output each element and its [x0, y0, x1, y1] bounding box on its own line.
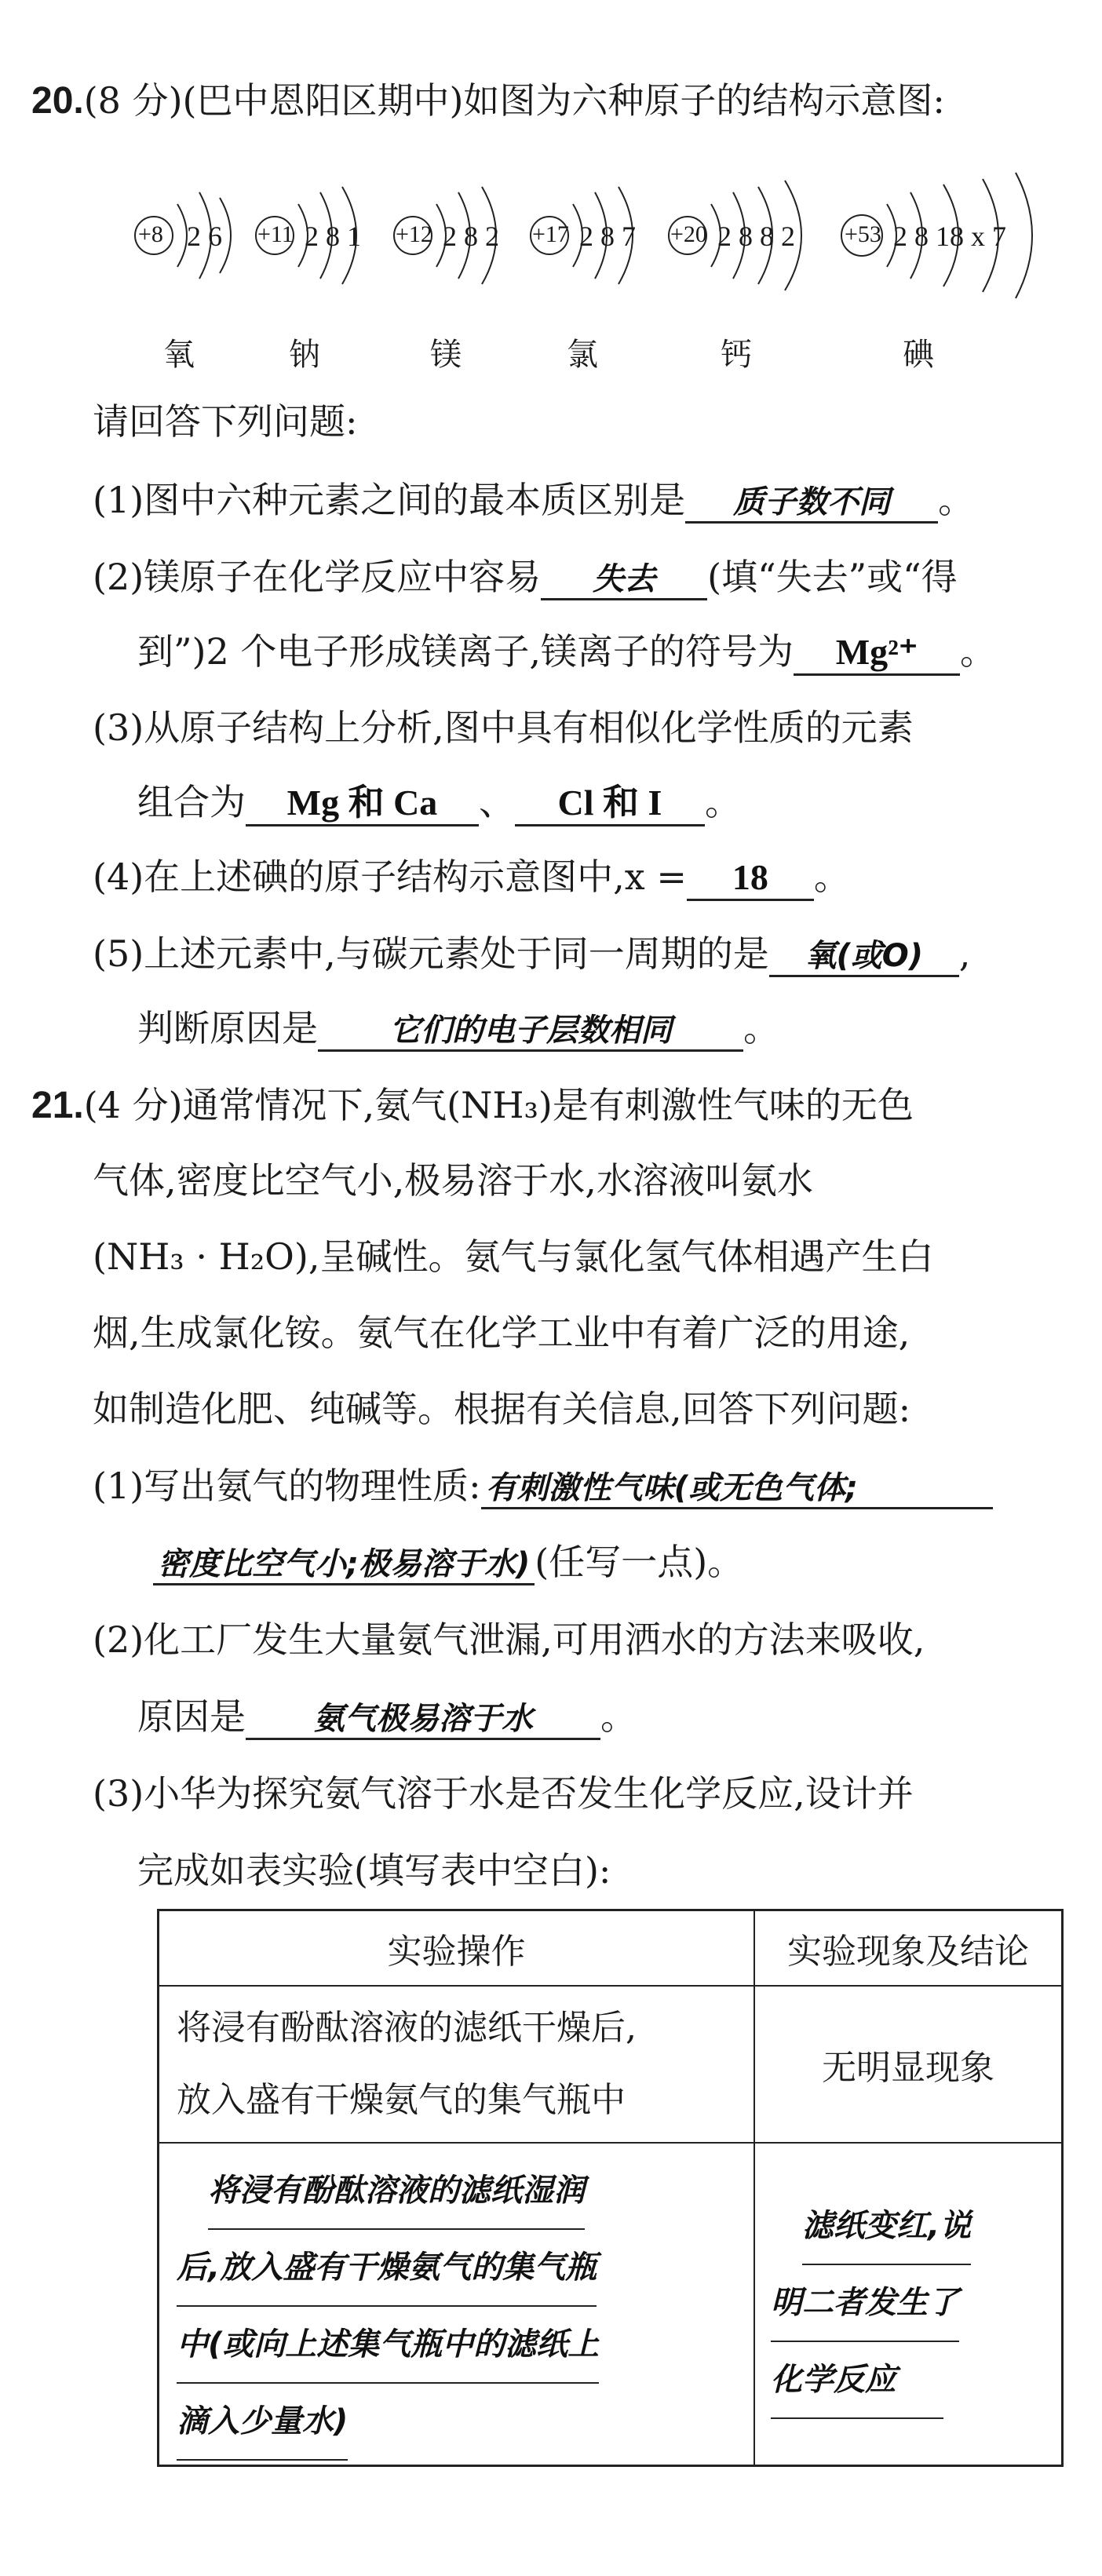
atom-oxygen-name: 氧	[163, 337, 195, 373]
atom-magnesium-nucleus: +12	[396, 221, 432, 247]
q21-part1-text: (1)写出氨气的物理性质:	[93, 1465, 481, 1507]
atom-calcium-shells: 2 8 8 2	[717, 221, 795, 252]
q20-part4-end: 。	[813, 856, 850, 898]
atom-magnesium-name: 镁	[430, 337, 462, 373]
table-row2-operation-line2: 后,放入盛有干燥氨气的集气瓶	[177, 2230, 597, 2307]
q21-part2-line1: (2)化工厂发生大量氨气泄漏,可用洒水的方法来吸收,	[93, 1618, 925, 1661]
q20-part5-text-b: 判断原因是	[137, 1007, 318, 1049]
atom-calcium	[666, 157, 830, 314]
table-row	[159, 2143, 1063, 2466]
table-header-result: 实验现象及结论	[754, 1910, 1063, 1986]
table-row2-operation	[159, 2143, 755, 2466]
atom-chlorine-name: 氯	[567, 337, 598, 373]
q21-part2-line2	[137, 1695, 1102, 1740]
q21-part1-line2	[153, 1541, 1102, 1585]
q20-part1-text: (1)图中六种元素之间的最本质区别是	[93, 479, 686, 521]
atom-sodium-shells: 2 8 1	[305, 221, 361, 252]
q21-number: 21.	[31, 1085, 84, 1126]
table-row1-operation	[159, 1986, 755, 2143]
atom-iodine-nucleus: +53	[845, 221, 881, 247]
atom-sodium-name: 钠	[289, 337, 320, 373]
table-header-operation: 实验操作	[159, 1910, 755, 1986]
q20-part2-end: 。	[959, 630, 996, 673]
atom-iodine	[838, 157, 1042, 314]
q20-part3-answer-b: Cl 和 I	[515, 781, 705, 826]
q20-part2-text-c: 到”)2 个电子形成镁离子,镁离子的符号为	[137, 630, 794, 673]
q20-part5-answer-b: 它们的电子层数相同	[318, 1012, 743, 1052]
q21-part1-line1	[93, 1465, 1102, 1509]
table-row2-operation-line3: 中(或向上述集气瓶中的滤纸上	[177, 2307, 599, 2384]
q21-part1-answer-b: 密度比空气小;极易溶于水)	[153, 1545, 535, 1585]
q21-text-line3: (NH₃ · H₂O),呈碱性。氨气与氯化氢气体相遇产生白	[93, 1235, 934, 1278]
q20-part5-line1	[93, 932, 1102, 977]
q20-part2-answer-a: 失去	[541, 560, 707, 600]
q21-part2-text-b: 原因是	[137, 1695, 246, 1738]
table-row2-result	[754, 2143, 1063, 2466]
q20-part5-answer-a: 氧(或O)	[769, 937, 959, 977]
atom-iodine-shells: 2 8 18 x 7	[893, 221, 1006, 252]
q20-number: 20.	[31, 80, 84, 122]
q20-part2-line1	[93, 556, 1102, 600]
table-row2-result-line1: 滤纸变红,说	[802, 2188, 971, 2265]
atom-chlorine-nucleus: +17	[532, 221, 569, 247]
q20-part5-text-a: (5)上述元素中,与碳元素处于同一周期的是	[93, 932, 769, 975]
atom-calcium-name: 钙	[721, 337, 752, 373]
q20-title	[31, 78, 1102, 124]
table-header-row	[159, 1910, 1063, 1986]
q20-part3-end: 。	[705, 781, 741, 823]
atom-chlorine	[527, 157, 661, 314]
q20-part1	[93, 479, 1102, 524]
q20-part4-answer: 18	[687, 856, 814, 901]
q20-part3-sep: 、	[479, 781, 515, 823]
q20-part3-line1: (3)从原子结构上分析,图中具有相似化学性质的元素	[93, 706, 914, 749]
q20-part5-end: 。	[743, 1007, 779, 1049]
q20-part4-text: (4)在上述碘的原子结构示意图中,x =	[93, 856, 687, 898]
table-row2-operation-line1: 将浸有酚酞溶液的滤纸湿润	[208, 2153, 585, 2230]
table-row1-operation-line1: 将浸有酚酞溶液的滤纸干燥后,	[177, 2007, 637, 2048]
table-row1-result: 无明显现象	[754, 1986, 1063, 2143]
atom-chlorine-shells: 2 8 7	[579, 221, 636, 252]
atom-iodine-name: 碘	[903, 337, 934, 373]
q20-part2-answer-b: Mg²⁺	[794, 630, 960, 676]
q20-part2-line2	[137, 630, 1102, 676]
atom-magnesium-shells: 2 8 2	[443, 221, 499, 252]
atom-magnesium	[391, 157, 524, 314]
q20-part1-end: 。	[938, 479, 975, 521]
table-row2-operation-line4: 滴入少量水)	[177, 2384, 348, 2461]
q20-part5-comma: ,	[958, 932, 971, 975]
atom-sodium-nucleus: +11	[257, 221, 294, 247]
q21-text-line1: (4 分)通常情况下,氨气(NH₃)是有刺激性气味的无色	[83, 1084, 914, 1126]
atom-sodium	[253, 157, 378, 314]
q20-header: (8 分)(巴中恩阳区期中)如图为六种原子的结构示意图:	[83, 79, 945, 122]
q21-part2-end: 。	[600, 1695, 637, 1738]
atom-oxygen	[132, 157, 250, 314]
q20-part1-answer: 质子数不同	[685, 483, 938, 524]
experiment-table	[157, 1909, 1064, 2467]
q20-part4	[93, 856, 1102, 901]
atom-oxygen-nucleus: +8	[138, 221, 163, 247]
q20-part2-text-a: (2)镁原子在化学反应中容易	[93, 556, 542, 598]
q20-part3-text-b: 组合为	[137, 781, 246, 823]
table-row2-result-line3: 化学反应	[771, 2342, 943, 2419]
q21-part3-line1: (3)小华为探究氨气溶于水是否发生化学反应,设计并	[93, 1772, 914, 1815]
q21-text-line5: 如制造化肥、纯碱等。根据有关信息,回答下列问题:	[93, 1388, 911, 1430]
table-row	[159, 1986, 1063, 2143]
atom-oxygen-shells: 2 6	[187, 221, 222, 252]
q21-part2-answer: 氨气极易溶于水	[246, 1700, 600, 1740]
q20-part5-line2	[137, 1007, 1102, 1052]
atom-calcium-nucleus: +20	[670, 221, 707, 247]
q20-part3-line2	[137, 781, 1102, 826]
q21-part3-line2: 完成如表实验(填写表中空白):	[137, 1849, 611, 1892]
table-row2-result-line2: 明二者发生了	[771, 2265, 959, 2342]
q20-part3-answer-a: Mg 和 Ca	[246, 781, 479, 826]
q21-text-line2: 气体,密度比空气小,极易溶于水,水溶液叫氨水	[93, 1159, 813, 1202]
q21-part1-note: (任写一点)。	[535, 1541, 744, 1583]
table-row1-operation-line2: 放入盛有干燥氨气的集气瓶中	[177, 2079, 626, 2120]
q21-part1-answer-a: 有刺激性气味(或无色气体;	[481, 1469, 993, 1509]
q20-prompt: 请回答下列问题:	[93, 400, 358, 443]
q20-part2-text-b: (填“失去”或“得	[707, 556, 958, 598]
q21-line1	[31, 1083, 1102, 1129]
q21-text-line4: 烟,生成氯化铵。氨气在化学工业中有着广泛的用途,	[93, 1312, 910, 1354]
